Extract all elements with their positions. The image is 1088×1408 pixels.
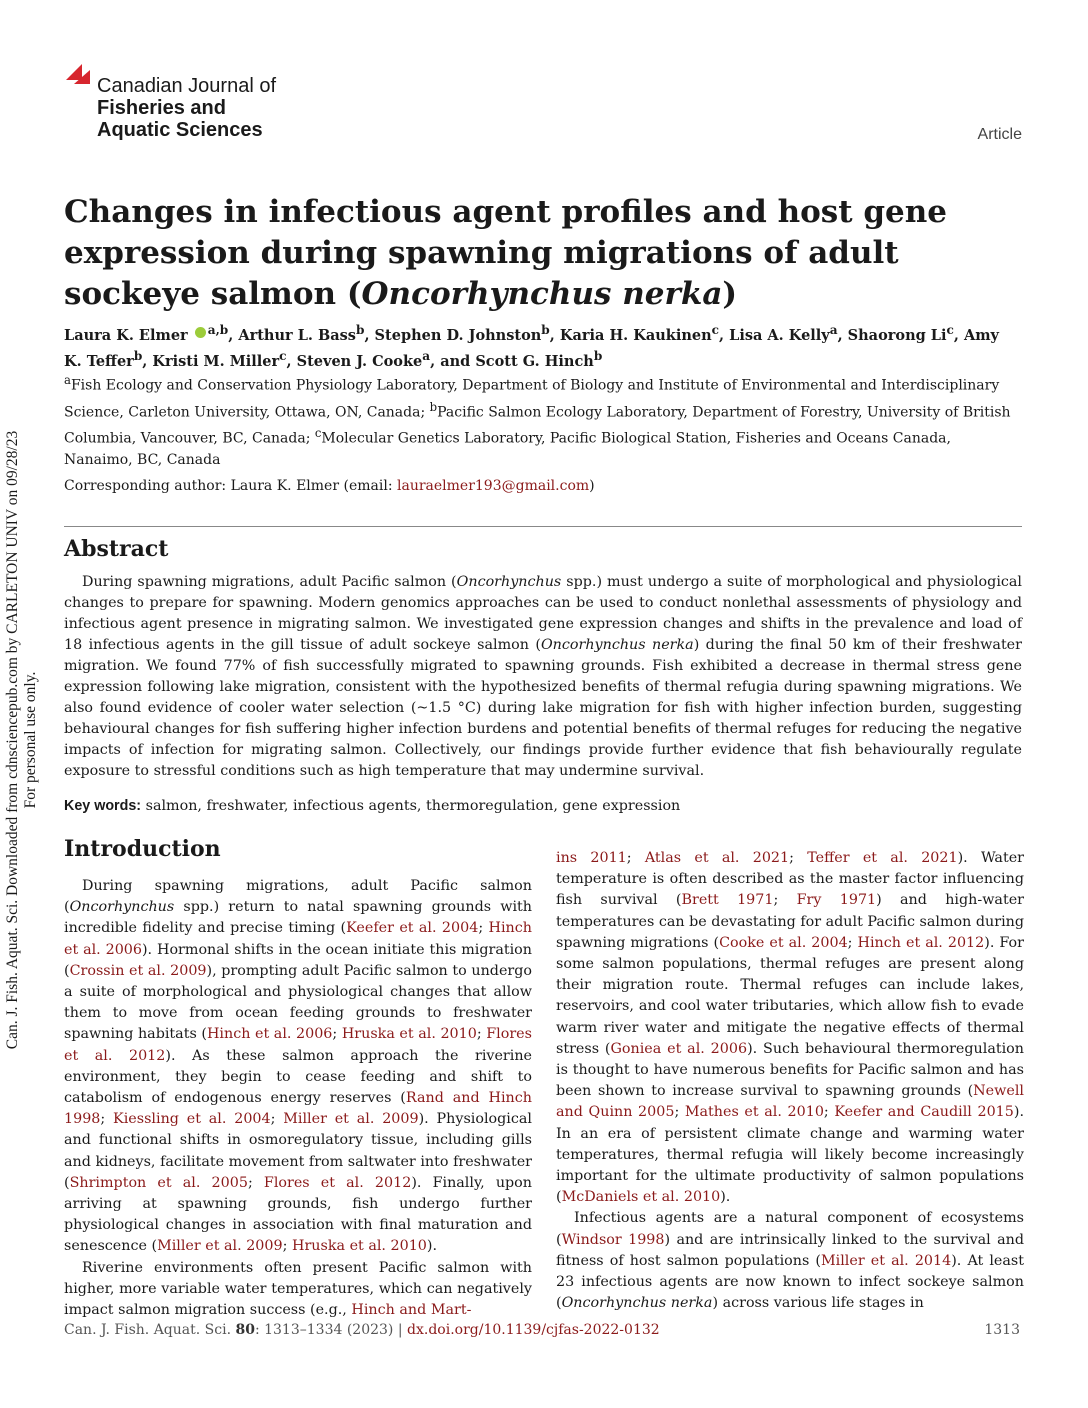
citation-link[interactable]: Brett 1971 — [681, 892, 774, 909]
body-text: ; — [626, 850, 645, 866]
citation-link[interactable]: Atlas et al. 2021 — [644, 850, 790, 866]
abstract-genus: Oncorhynchus — [456, 574, 562, 590]
corresponding-author — [64, 476, 1020, 497]
download-notice-line2: For personal use only. — [22, 671, 39, 809]
author-last-affil: b — [593, 348, 603, 363]
affiliation-text: Pacific Salmon Ecology Laboratory, Department of Forestry, University of British Columbia, Vancouver, BC, Canada; — [64, 404, 1011, 447]
body-text: ). At least 23 infectious agents are now known to infect sockeye salmon ( — [556, 1252, 1025, 1312]
intro-paragraph-2-start — [64, 1258, 532, 1322]
body-text: ). Water temperature is often described as the master factor influencing fish survival ( — [556, 850, 1024, 909]
author-first[interactable]: Laura K. Elmer — [64, 326, 188, 344]
section-divider — [64, 526, 1022, 527]
citation-link[interactable]: Hruska et al. 2010 — [341, 1026, 477, 1043]
citation-link[interactable]: Rand and Hinch 1998 — [64, 1090, 532, 1128]
citation-link[interactable]: ins 2011 — [556, 850, 627, 866]
body-text: ). Finally, upon arriving at spawning grounds, fish undergo further physiological changes in association with final maturation and senescence ( — [64, 1174, 532, 1255]
author-rest: , Arthur L. Bass$^b$, Stephen D. Johnston$^b$, Karia H. Kaukinen$^c$, Lisa A. Kelly$^a$, Shaorong Li$^c$, Amy K. Teffer$^b$, Kristi M. Miller$^c$, Steven J. Cooke$^a$, — [64, 323, 999, 370]
affiliation-text: Fish Ecology and Conservation Physiology Laboratory, Department of Biology and Institute of Environmental and Interdisciplinary Science, Carleton University, Ottawa, ON, Canada; — [64, 377, 1000, 421]
body-text: spp.) return to natal spawning grounds with incredible fidelity and precise timing ( — [64, 899, 532, 937]
author-name[interactable]: Lisa A. Kelly — [729, 326, 830, 344]
abstract-heading: Abstract — [64, 536, 169, 562]
email-link[interactable]: lauraelmer193@gmail.com — [397, 478, 590, 494]
body-column-right — [556, 848, 1024, 1314]
body-text: ; — [270, 1111, 284, 1128]
body-text: ; — [476, 1026, 487, 1043]
author-affil: b — [541, 323, 550, 337]
body-text: ). — [426, 1238, 438, 1255]
citation-link[interactable]: Flores et al. 2012 — [64, 1026, 532, 1064]
citation-link[interactable]: Flores et al. 2012 — [263, 1174, 412, 1191]
author-name[interactable]: Karia H. Kaukinen — [559, 326, 712, 344]
citation-link[interactable]: Shrimpton et al. 2005 — [69, 1174, 248, 1191]
author-name[interactable]: Shaorong Li — [847, 326, 947, 344]
author-name[interactable]: Steven J. Cooke — [296, 352, 423, 370]
species-name: Oncorhynchus nerka — [561, 1295, 713, 1312]
email-close: ) — [589, 478, 595, 494]
corresponding-name: Laura K. Elmer — [230, 478, 340, 494]
maple-leaf-icon — [64, 62, 98, 96]
body-text: ; — [332, 1026, 342, 1043]
keywords-label: Key words: — [64, 798, 142, 814]
body-text: During spawning migrations, adult Pacific salmon ( — [64, 878, 532, 916]
body-text: ; — [100, 1111, 114, 1128]
author-affil: b — [133, 348, 143, 363]
journal-name-line1: Canadian Journal of — [97, 75, 277, 97]
orcid-icon[interactable] — [195, 327, 206, 338]
body-text: ). As these salmon approach the riverine environment, they begin to cease feeding and shift to catabolism of endogenous energy reserves ( — [64, 1047, 533, 1107]
citation-link[interactable]: Hinch et al. 2012 — [857, 934, 985, 951]
footer-citation — [64, 1322, 660, 1338]
affiliation-marker: a — [64, 373, 71, 387]
body-text: ; — [247, 1174, 264, 1191]
author-last[interactable]: Scott G. Hinch — [475, 352, 594, 370]
author-affil: c — [279, 348, 287, 363]
body-text: ) and are intrinsically linked to the survival and fitness of host salmon populations ( — [556, 1231, 1025, 1269]
body-text: ; — [789, 850, 808, 866]
species-name: Oncorhynchus — [69, 899, 175, 916]
title-species: Oncorhynchus nerka — [361, 276, 723, 312]
title-close: ) — [722, 276, 738, 312]
abstract-text — [64, 572, 1022, 782]
body-text: ). In an era of persistent climate change and warming water temperatures, thermal refugia will likely become increasingly important for the ultimate productivity of salmon populations ( — [556, 1104, 1024, 1206]
citation-link[interactable]: McDaniels et al. 2010 — [561, 1189, 721, 1206]
body-text: ; — [847, 934, 858, 951]
keywords — [64, 796, 1022, 817]
author-name[interactable]: Arthur L. Bass — [238, 326, 356, 344]
abstract-part2: spp.) must undergo a suite of morphological and physiological changes to prepare for spawning. Modern genomics approaches can be used to conduct nonlethal assessments of physiology and infectious agent presence in migrating salmon. We investigated gene expression changes and shifts in the prevalence and load of 18 infectious agents in the gill tissue of adult sockeye salmon ( — [64, 574, 1022, 653]
footer-volume: 80 — [235, 1322, 255, 1338]
doi-link[interactable]: dx.doi.org/10.1139/cjfas-2022-0132 — [407, 1322, 660, 1338]
journal-name-line2: Fisheries and — [97, 97, 226, 119]
citation-link[interactable]: Windsor 1998 — [561, 1231, 665, 1248]
citation-link[interactable]: Keefer et al. 2004 — [346, 920, 479, 937]
intro-paragraph-2-cont — [556, 848, 1024, 1208]
page-number: 1313 — [984, 1322, 1020, 1338]
abstract-part3: ) during the final 50 km of their freshwater migration. We found 77% of fish successfully migrated to spawning grounds. Fish exhibited a decrease in thermal stress gene expression following lake migration, consistent with the hypothesized benefits of thermal refugia during spawning migrations. We also found evidence of cooler water selection (~1.5 °C) during lake migration for fish with higher infection burden, suggesting behavioural changes for fish suffering higher infection burdens and potential benefits of thermal refuges for reducing the negative impacts of infection for migrating salmon. Collectively, our findings provide further evidence that fish behaviourally regulate exposure to stressful conditions such as high temperature that may undermine survival. — [64, 637, 1022, 779]
citation-link[interactable]: Fry 1971 — [796, 892, 877, 909]
abstract-part1: During spawning migrations, adult Pacific salmon ( — [82, 574, 457, 590]
body-text: ), prompting adult Pacific salmon to undergo a suite of morphological and physiological changes that allow them to move from ocean feeding grounds to freshwater spawning habitats ( — [64, 962, 532, 1043]
corresponding-label: Corresponding author: — [64, 478, 227, 494]
download-notice-line1: Can. J. Fish. Aquat. Sci. Downloaded from cdnsciencepub.com by CARLETON UNIV on 09/28/23 — [4, 430, 21, 1050]
citation-link[interactable]: Miller et al. 2009 — [157, 1238, 283, 1255]
author-affil: c — [711, 323, 720, 337]
body-text: ; — [478, 920, 489, 937]
body-text: Riverine environments often present Pacific salmon with higher, more variable water temperatures, which can negatively impact salmon migration success (e.g., — [64, 1259, 532, 1319]
body-text: ; — [823, 1104, 835, 1121]
citation-link[interactable]: Hinch et al. 2006 — [206, 1026, 333, 1043]
title-main: Changes in infectious agent profiles and host gene expression during spawning migrations of adult sockeye salmon ( — [64, 194, 948, 312]
affiliation-text: Molecular Genetics Laboratory, Pacific Biological Station, Fisheries and Oceans Canada, Nanaimo, BC, Canada — [64, 430, 951, 468]
affiliations — [64, 370, 1020, 471]
body-text: ; — [773, 892, 797, 909]
author-conjunction: and — [440, 352, 471, 370]
body-text: ) and high-water temperatures can be devastating for adult Pacific salmon during spawning migrations ( — [556, 892, 1025, 951]
body-text: ) across various life stages in — [712, 1295, 924, 1312]
body-text: ). Such behavioural thermoregulation is thought to have numerous benefits for Pacific salmon and has been shown to increase survival to spawning grounds ( — [556, 1040, 1024, 1100]
citation-link[interactable]: Crossin et al. 2009 — [69, 962, 207, 979]
citation-link[interactable]: Hruska et al. 2010 — [291, 1238, 427, 1255]
citation-link[interactable]: Miller et al. 2014 — [821, 1252, 952, 1269]
download-notice — [0, 0, 56, 1300]
journal-name-line3: Aquatic Sciences — [97, 119, 263, 141]
body-text: ; — [282, 1238, 292, 1255]
body-text: ). Physiological and functional shifts in osmoregulatory tissue, including gills and kidneys, facilitate movement from saltwater into freshwater ( — [64, 1111, 532, 1191]
author-affil: a — [829, 323, 838, 337]
author-name[interactable]: Stephen D. Johnston — [374, 326, 542, 344]
citation-link[interactable]: Newell and Quinn 2005 — [556, 1083, 1024, 1121]
footer-separator: | — [397, 1322, 403, 1338]
body-text: ). For some salmon populations, thermal refuges are present along their migration route. Thermal refuges can include lakes, reservoirs, and cool water tributaries, which allow fish to evade warm river water and mitigate the negative effects of thermal stress ( — [556, 934, 1024, 1057]
citation-link[interactable]: Mathes et al. 2010 — [684, 1104, 824, 1121]
citation-link[interactable]: Teffer et al. 2021 — [807, 850, 958, 866]
article-type-label: Article — [977, 126, 1022, 143]
citation-link[interactable]: Kiessling et al. 2004 — [113, 1111, 271, 1128]
author-name[interactable]: Kristi M. Miller — [152, 352, 280, 370]
body-column-left — [64, 876, 532, 1321]
body-text: ). Hormonal shifts in the ocean initiate this migration ( — [64, 941, 532, 979]
intro-paragraph-3 — [556, 1208, 1024, 1314]
citation-link[interactable]: Hinch et al. 2006 — [64, 920, 532, 958]
author-affil: a — [422, 348, 431, 363]
affiliation-marker: b — [429, 399, 438, 414]
body-text: Infectious agents are a natural component of ecosystems ( — [556, 1210, 1024, 1248]
citation-link[interactable]: Goniea et al. 2006 — [610, 1040, 748, 1057]
author-affil: b — [355, 323, 365, 337]
introduction-heading: Introduction — [64, 836, 221, 862]
footer-pages: : 1313–1334 (2023) — [254, 1322, 394, 1338]
author-list — [64, 320, 1020, 372]
affiliation-marker: c — [314, 426, 322, 441]
author-first-affil: a,b — [207, 323, 229, 337]
keywords-list: salmon, freshwater, infectious agents, thermoregulation, gene expression — [145, 798, 681, 814]
intro-paragraph-1 — [64, 876, 532, 1258]
citation-link[interactable]: Hinch and Mart- — [351, 1302, 472, 1319]
author-affil: c — [946, 323, 954, 337]
email-label: (email: — [343, 478, 393, 494]
footer-journal: Can. J. Fish. Aquat. Sci. — [64, 1322, 232, 1338]
citation-link[interactable]: Keefer and Caudill 2015 — [834, 1104, 1014, 1121]
author-name[interactable]: Amy K. Teffer — [64, 326, 999, 370]
abstract-species: Oncorhynchus nerka — [540, 637, 694, 653]
body-text: ; — [674, 1104, 685, 1121]
citation-link[interactable]: Cooke et al. 2004 — [719, 934, 848, 951]
paper-title — [64, 192, 1024, 315]
citation-link[interactable]: Miller et al. 2009 — [283, 1111, 419, 1128]
body-text: ). — [720, 1189, 731, 1206]
